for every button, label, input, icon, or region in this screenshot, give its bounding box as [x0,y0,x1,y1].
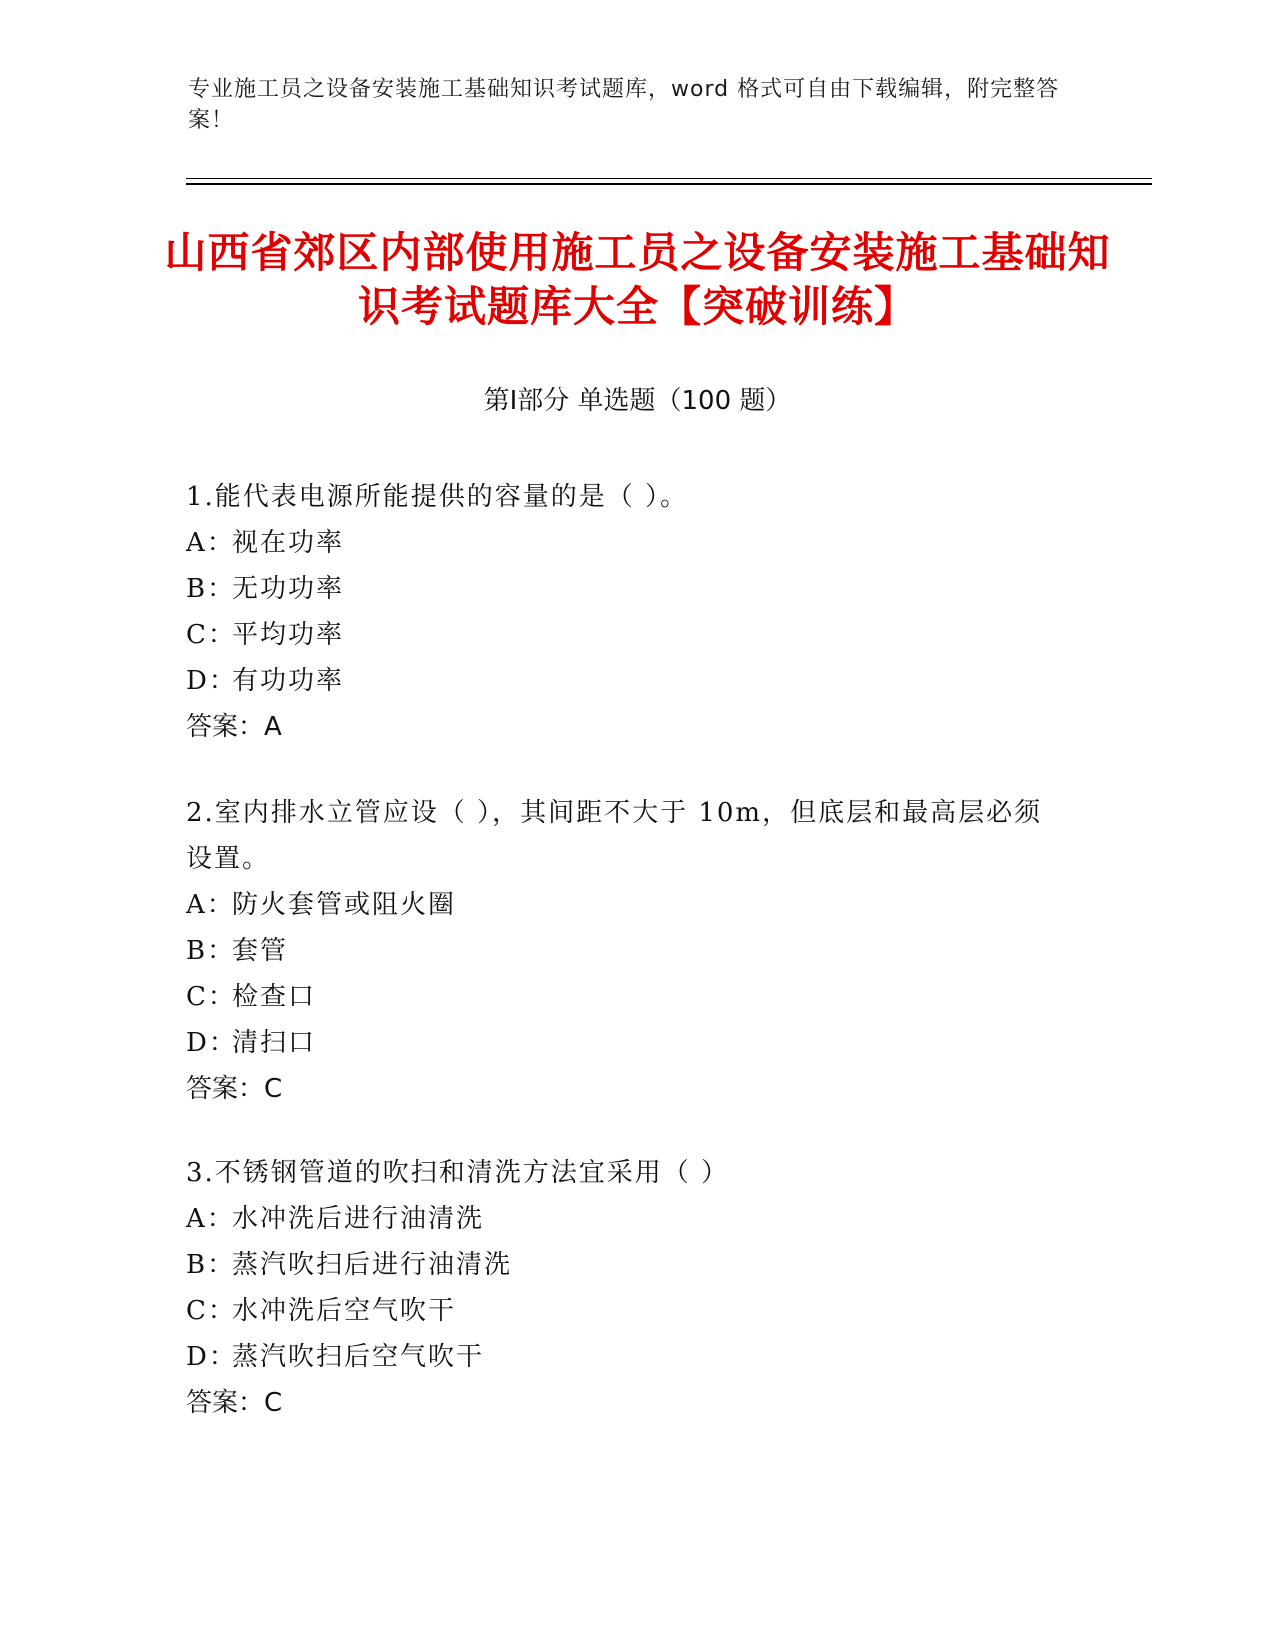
option-text: 蒸汽吹扫后空气吹干 [232,1342,485,1372]
option-text: 检查口 [232,982,317,1012]
option-text: 视在功率 [232,528,345,558]
option-text: 无功功率 [232,574,345,604]
question-stem: 1.能代表电源所能提供的容量的是（ ）。 [186,482,689,512]
question-2 [186,790,1066,1112]
option-c [186,612,1066,658]
option-c [186,974,1066,1020]
option-c [186,1288,1066,1334]
question-stem: 3.不锈钢管道的吹扫和清洗方法宜采用（ ） [186,1158,730,1188]
option-text: 水冲洗后空气吹干 [232,1296,457,1326]
option-letter: D： [186,1342,237,1372]
header-note: 专业施工员之设备安装施工基础知识考试题库，word 格式可自由下载编辑，附完整答案！ [188,77,1060,133]
option-letter: B： [186,574,236,604]
option-b [186,566,1066,612]
option-letter: C： [186,982,236,1012]
document-title: 山西省郊区内部使用施工员之设备安装施工基础知识考试题库大全【突破训练】 [164,228,1111,331]
option-letter: C： [186,1296,236,1326]
option-text: 有功功率 [232,666,345,696]
option-text: 清扫口 [232,1028,317,1058]
option-text: 水冲洗后进行油清洗 [232,1204,485,1234]
option-letter: A： [186,528,235,558]
answer: 答案：A [186,712,282,742]
option-d [186,1020,1066,1066]
option-text: 套管 [232,936,289,966]
section-title: 第Ⅰ部分 单选题（100 题） [483,386,792,416]
option-text: 蒸汽吹扫后进行油清洗 [232,1250,513,1280]
header-divider-thick [186,183,1152,185]
answer: 答案：C [186,1074,283,1104]
option-letter: C： [186,620,236,650]
option-b [186,928,1066,974]
option-a [186,1196,1066,1242]
option-letter: D： [186,1028,237,1058]
option-d [186,658,1066,704]
option-a [186,520,1066,566]
option-letter: A： [186,890,235,920]
option-b [186,1242,1066,1288]
answer: 答案：C [186,1388,283,1418]
option-text: 防火套管或阻火圈 [232,890,457,920]
option-text: 平均功率 [232,620,345,650]
option-letter: B： [186,936,236,966]
option-letter: B： [186,1250,236,1280]
question-stem: 2.室内排水立管应设（ ），其间距不大于 10m，但底层和最高层必须设置。 [186,798,1043,874]
question-1 [186,474,1066,750]
option-letter: D： [186,666,237,696]
question-3 [186,1150,1066,1426]
option-letter: A： [186,1204,235,1234]
option-a [186,882,1066,928]
header-divider-thin [186,178,1152,179]
option-d [186,1334,1066,1380]
